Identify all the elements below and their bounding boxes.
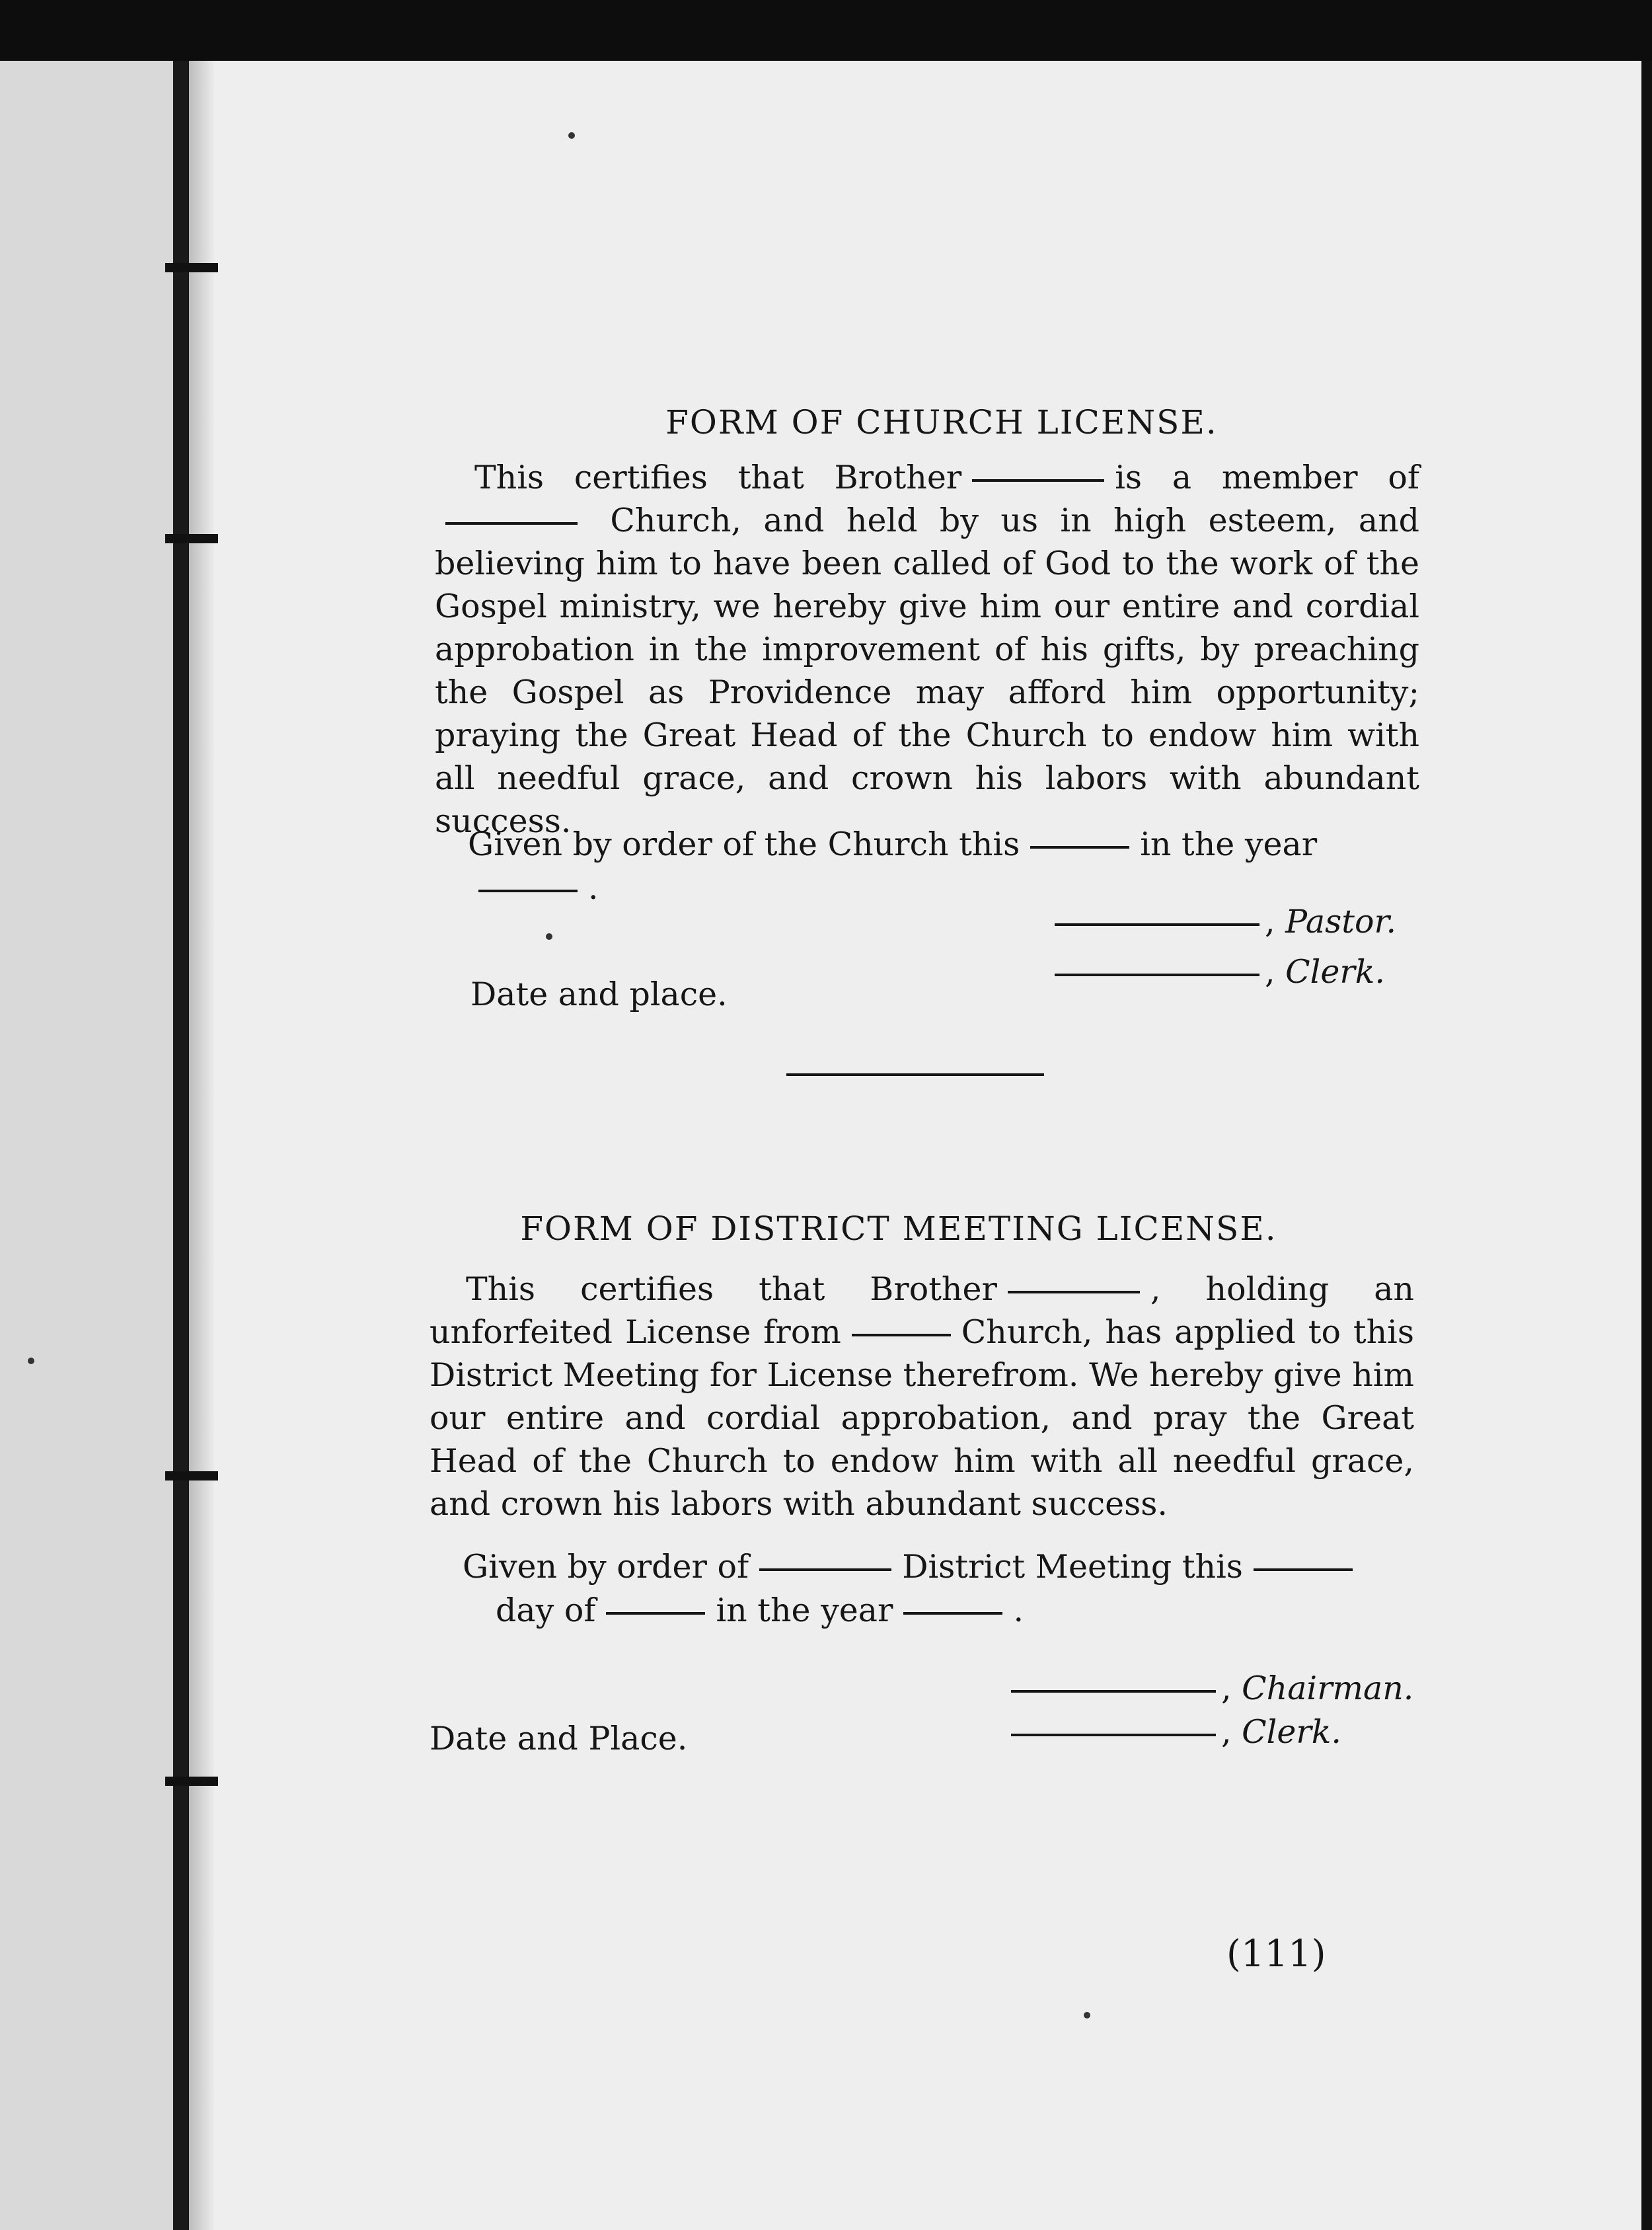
district-license-text-1: This certifies that Brother [466,1270,997,1308]
district-given-text-4: in the year [716,1592,893,1629]
district-given-text-1: Given by order of [463,1548,749,1586]
paper-speck [546,933,552,940]
binding-stitch [165,1471,218,1480]
gutter-shadow [189,61,215,2230]
district-license-text-2: , holding an unforfeited License from [430,1270,1414,1351]
facing-page-edge [0,61,180,2230]
district-clerk-signature: , Clerk. [1011,1713,1341,1751]
church-given-text-2: in the year [1140,826,1318,863]
church-given-line [468,823,1433,910]
binding-stitch [165,1777,218,1786]
pastor-label: Pastor. [1285,903,1397,941]
scan-top-border [0,0,1652,61]
binding-stitch [165,534,218,543]
district-given-text-3: day of [496,1592,596,1629]
church-name-blank [445,522,578,525]
book-gutter [173,61,189,2230]
binding-stitch [165,263,218,272]
paper-speck [28,1358,34,1364]
pastor-signature: , Pastor. [1055,903,1396,941]
chairman-signature: , Chairman. [1011,1670,1413,1707]
district-license-body [430,1268,1414,1525]
church-clerk-signature: , Clerk. [1055,953,1385,991]
clerk-signature-line [1011,1734,1216,1736]
church-given-text-1: Given by order of the Church this [468,826,1020,863]
church-license-text-1: This certifies that Brother [474,459,962,496]
brother-name-blank [1008,1291,1140,1293]
clerk-label: Clerk. [1285,953,1386,991]
church-given-text-3: . [588,869,599,907]
chairman-label: Chairman. [1242,1670,1414,1707]
church-date-and-place: Date and place. [470,976,728,1013]
chairman-signature-line [1011,1690,1216,1693]
district-license-title: FORM OF DISTRICT MEETING LICENSE. [520,1210,1277,1248]
church-license-text-2: is a member of [1115,459,1419,496]
church-license-body [435,456,1419,843]
month-blank [606,1612,705,1615]
paper-speck [568,132,575,139]
district-given-text-5: . [1013,1592,1024,1629]
brother-name-blank [972,479,1104,482]
church-license-text-3: Church, and held by us in high esteem, and believing him to have been called of God to the work of the Gospel ministry, we hereby give him our entire and cordial approbation in the improvement of his gifts, by preaching the Gospel as Providence may afford him opportunity; praying the Great Head of the Church to endow him with all needful grace, and crown his labors with abundant success. [435,502,1419,840]
church-license-title: FORM OF CHURCH LICENSE. [665,403,1218,442]
district-date-and-place: Date and Place. [430,1720,688,1757]
date-blank [1030,846,1129,849]
day-blank [1254,1568,1353,1571]
district-given-line-2 [463,1589,1427,1633]
paper-speck [1084,2012,1090,2019]
year-blank [478,890,578,892]
district-given-line [463,1545,1427,1633]
district-name-blank [759,1568,891,1571]
pastor-signature-line [1055,923,1259,926]
church-name-blank [852,1334,951,1336]
clerk-label: Clerk. [1242,1713,1342,1751]
page-number: (111) [1226,1933,1326,1976]
district-license-text-3: Church, has applied to this District Meeting for License therefrom. We hereby give him our entire and cordial approbation, and pray the Great Head of the Church to endow him with all needful grace, and crown his labors with abundant success. [430,1313,1414,1523]
district-given-text-2: District Meeting this [902,1548,1243,1586]
clerk-signature-line [1055,974,1259,976]
section-divider [786,1073,1044,1076]
year-blank [903,1612,1002,1615]
scan-right-border [1641,61,1652,2230]
